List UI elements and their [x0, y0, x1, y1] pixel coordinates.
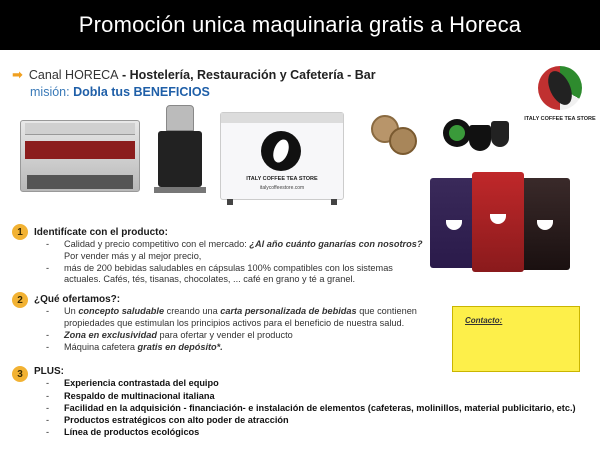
section-offer: [10, 294, 430, 353]
dash-bullet: -: [46, 427, 50, 438]
capsules-image: [365, 113, 515, 155]
coffee-bag: [472, 172, 524, 272]
section-product: [10, 227, 430, 285]
mission-value: Dobla tus BENEFICIOS: [73, 85, 210, 99]
coffee-bean-logo-icon: [538, 66, 582, 110]
dash-bullet: -: [46, 239, 50, 250]
item-text: más de 200 bebidas saludables en cápsulas 100% compatibles con los sistemas actuales. Cafés, tés, tisanas, chocolates, ... café en grano y té a granel.: [64, 262, 393, 285]
espresso-machine-image: [20, 120, 140, 192]
arrow-right-icon: ➡: [12, 67, 23, 82]
list-item: [46, 330, 430, 341]
list-item: [46, 391, 598, 402]
coffee-cart-image: [220, 112, 344, 200]
list-item: [46, 239, 430, 262]
item-text: Facilidad en la adquisición - financiación- e instalación de elementos (cafeteras, molinillos, material publicitario, etc.): [64, 402, 576, 413]
item-text: creando una: [164, 306, 221, 317]
list-item: [46, 263, 430, 286]
banner-title: Promoción unica maquinaria gratis a Horeca: [78, 12, 522, 37]
store-logo-name: ITALY COFFEE TEA STORE: [524, 116, 596, 122]
channel-line: [12, 67, 376, 83]
contact-box: [452, 306, 580, 372]
section-number-badge: 2: [12, 292, 28, 308]
list-item: [46, 427, 598, 438]
section-heading: Identifícate con el producto:: [34, 227, 168, 238]
dash-bullet: -: [46, 402, 50, 413]
item-emphasis: carta personalizada de bebidas: [220, 306, 357, 317]
item-emphasis: concepto saludable: [78, 306, 165, 317]
item-text: que contienen propiedades que estimulan los principios activos para el beneficio de nuestra salud.: [64, 306, 417, 328]
channel-lead: Canal HORECA: [28, 68, 119, 82]
list-item: [46, 403, 598, 414]
mission-label: misión:: [30, 85, 74, 99]
item-text: Por vender más y al mejor precio,: [64, 250, 202, 261]
list-item: [46, 306, 430, 329]
dash-bullet: -: [46, 262, 50, 273]
contact-label: Contacto:: [465, 316, 503, 325]
channel-detail: - Hostelería, Restauración y Cafetería - Bar: [118, 68, 376, 82]
dash-bullet: -: [46, 378, 50, 389]
section-heading: ¿Qué ofertamos?:: [34, 294, 121, 305]
dash-bullet: -: [46, 329, 50, 340]
cart-logo-icon: [261, 131, 301, 171]
coffee-bag: [520, 178, 570, 270]
item-text: Calidad y precio competitivo con el mercado:: [64, 239, 250, 250]
item-text: Línea de productos ecológicos: [64, 427, 200, 438]
dash-bullet: -: [46, 342, 50, 353]
list-item: [46, 415, 598, 426]
item-emphasis: Zona en exclusividad: [64, 329, 157, 340]
dash-bullet: -: [46, 390, 50, 401]
coffee-bags-image: [430, 170, 590, 280]
mission-line: [30, 85, 210, 99]
list-item: [46, 378, 598, 389]
dash-bullet: -: [46, 415, 50, 426]
item-emphasis: ¿Al año cuánto ganarías con nosotros?: [249, 239, 423, 250]
section-plus: [10, 366, 598, 439]
item-emphasis: gratis en depósito*.: [137, 342, 223, 353]
section-number-badge: 3: [12, 366, 28, 382]
item-text: Máquina cafetera: [64, 342, 138, 353]
promo-banner: [0, 0, 600, 50]
coffee-grinder-image: [150, 105, 210, 193]
item-text: Productos estratégicos con alto poder de atracción: [64, 415, 289, 426]
item-text: Experiencia contrastada del equipo: [64, 378, 219, 389]
item-text: Un: [64, 306, 79, 317]
item-text: para ofertar y vender el producto: [156, 329, 293, 340]
cart-brand: ITALY COFFEE TEA STORE: [246, 176, 318, 182]
section-heading: PLUS:: [34, 366, 64, 377]
store-logo: [524, 66, 596, 136]
list-item: [46, 342, 430, 353]
cart-url: italycoffeestore.com: [259, 185, 305, 191]
dash-bullet: -: [46, 306, 50, 317]
section-number-badge: 1: [12, 224, 28, 240]
item-text: Respaldo de multinacional italiana: [64, 390, 215, 401]
coffee-bag: [430, 178, 478, 268]
